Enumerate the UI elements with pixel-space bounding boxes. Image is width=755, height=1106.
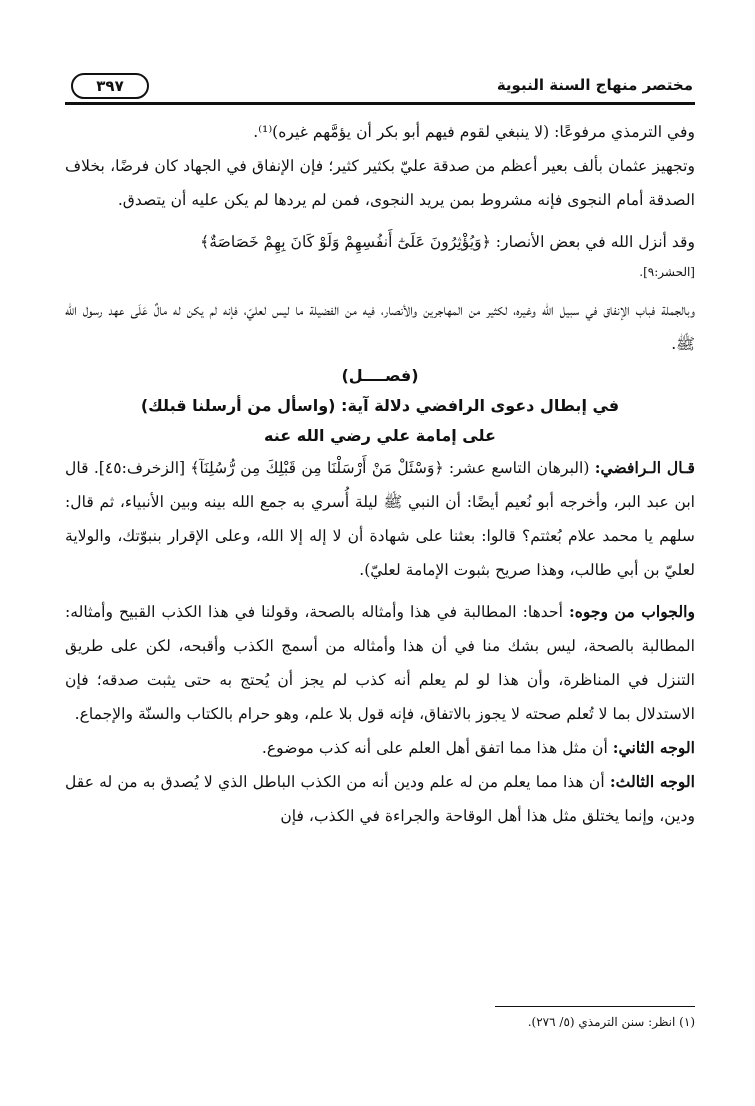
running-title: مختصر منهاج السنة النبوية [496, 76, 693, 94]
section-heading-line-1: في إبطال دعوى الرافضي دلالة آية: (واسأل من أرسلنا قبلك) [140, 396, 620, 415]
paragraph-3-reference: [الحشر:٩]. [639, 265, 695, 279]
paragraph-6-label: والجواب من وجوه: [568, 602, 695, 621]
section-marker: (فصــــل) [341, 366, 419, 385]
paragraph-7 [65, 731, 695, 765]
footnote: (١) انظر: سنن الترمذي (٥/ ٢٧٦). [527, 1015, 695, 1029]
section-heading-line-2: على إمامة علي رضي الله عنه [264, 426, 496, 445]
footnote-divider [495, 1006, 695, 1007]
paragraph-7-text: أن مثل هذا مما اتفق أهل العلم على أنه كذب موضوع. [261, 739, 608, 757]
paragraph-5-label: قـال الـرافضي: [594, 458, 695, 477]
paragraph-8-text: أن هذا مما يعلم من له علم ودين أنه من الكذب الباطل الذي لا يُصدق به من له عقل ودين، وإنما يختلق مثل هذا أهل الوقاحة والجراءة في الكذب، فإن [65, 773, 695, 825]
paragraph-8-label: الوجه الثالث: [609, 772, 695, 791]
book-page [65, 70, 695, 1070]
paragraph-6 [65, 595, 695, 731]
paragraph-7-label: الوجه الثاني: [612, 738, 695, 757]
paragraph-2: وتجهيز عثمان بألف بعير أعظم من صدقة عليّ بكثير كثير؛ فإن الإنفاق في الجهاد كان فرضًا، بخلاف الصدقة أمام النجوى فإنه مشروط بمن يريد النجوى، فمن لم يردها لم يكن عليه أن يتصدق. [65, 157, 695, 209]
paragraph-4: وبالجملة فباب الإنفاق في سبيل الله وغيره، لكثير من المهاجرين والأنصار، فيه من الفضيلة ما ليس لعليّ، فإنه لم يكن له مالٌ عَلَى عهد رسول الله ﷺ. [65, 301, 695, 353]
page-body [65, 115, 695, 833]
page-header [65, 70, 695, 105]
paragraph-6-text: أحدها: المطالبة في هذا وأمثاله بالصحة، وقولنا في هذا الكذب القبيح وأمثاله: المطالبة بالصحة، ليس بشك منا في أن هذا وأمثاله من أسمج الكذب وأقبحه، لكن على طريق التنزل في المناظرة، وأن هذا لو لم يعلم أنه كذب لم يجز أن يُحتج به حتى يثبت صدقه؛ فإن الاستدلال بما لا تُعلم صحته لا يجوز بالاتفاق، فإنه قول بلا علم، وهو حرام بالكتاب والسنّة والإجماع. [65, 603, 695, 723]
paragraph-1: وفي الترمذي مرفوعًا: (لا ينبغي لقوم فيهم أبو بكر أن يؤمَّهم غيره)⁽¹⁾. [253, 123, 695, 141]
page-number: ٣٩٧ [71, 73, 149, 99]
paragraph-3: وقد أنزل الله في بعض الأنصار: ﴿وَيُؤْثِرُونَ عَلَىٰٓ أَنفُسِهِمْ وَلَوْ كَانَ بِهِمْ خَصَاصَةٌ﴾ [200, 233, 695, 251]
paragraph-5 [65, 451, 695, 587]
paragraph-5-text: (البرهان التاسع عشر: ﴿وَسْئَلْ مَنْ أَرْسَلْنَا مِن قَبْلِكَ مِن رُّسُلِنَآ﴾ [الزخرف:٤٥]. قال ابن عبد البر، وأخرجه أبو نُعيم أيضًا: أن النبي ﷺ ليلة أُسري به جمع الله بينه وبين الأنبياء، ثم قال: سلهم يا محمد علام بُعثتم؟ قالوا: بعثنا على شهادة أن لا إله إلا الله، وعلى الإقرار بنبوّتك، والولاية لعليّ بن أبي طالب، وهذا صريح بثبوت الإمامة لعليّ). [65, 459, 695, 579]
paragraph-8 [65, 765, 695, 833]
